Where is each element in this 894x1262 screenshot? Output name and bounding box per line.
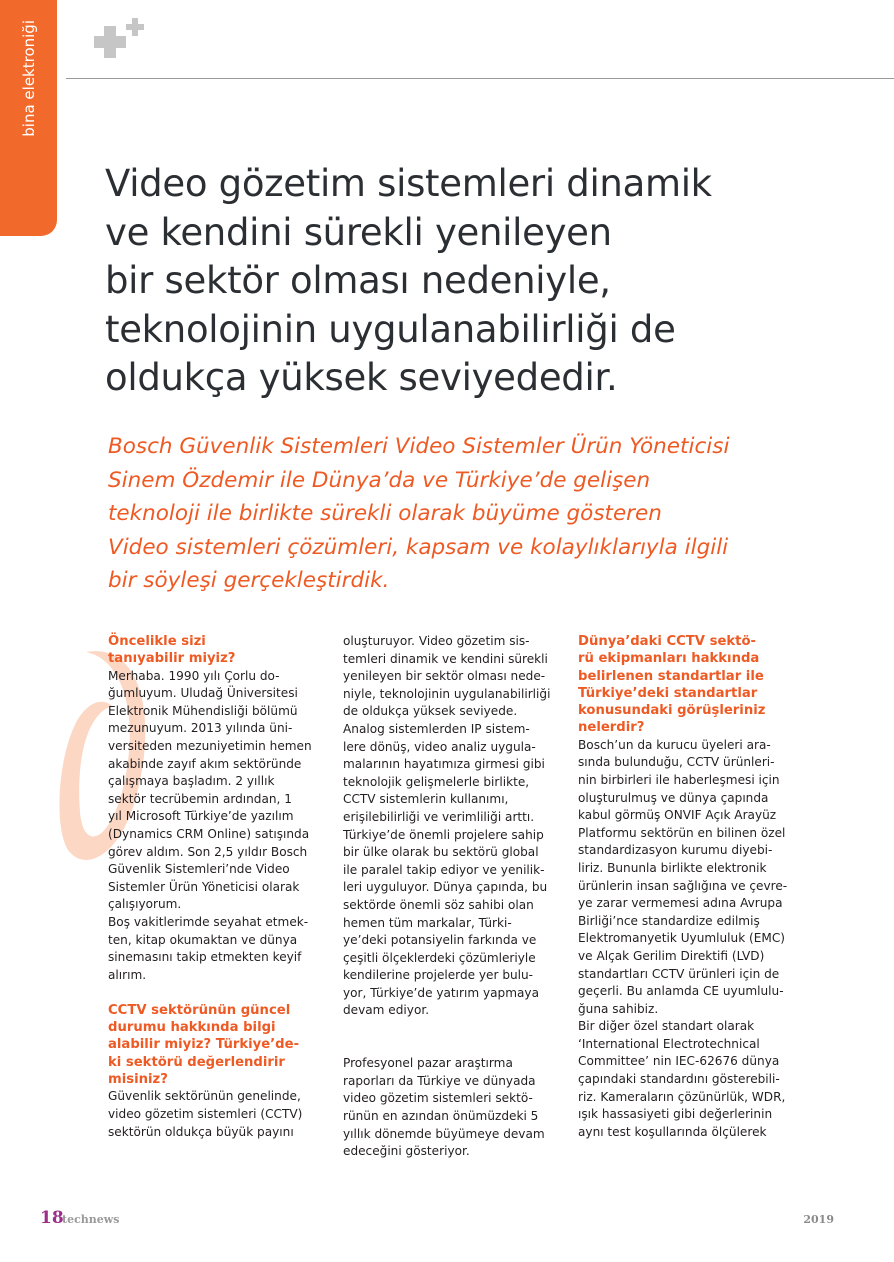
answer-line: Türkiye’de önemli projelere sahip (343, 827, 544, 842)
answer-line: Elektromanyetik Uyumluluk (EMC) (578, 931, 786, 946)
answer-line: Sistemler Ürün Yöneticisi olarak (108, 879, 300, 894)
headline-line: Video gözetim sistemleri dinamik (105, 162, 712, 205)
answer-line: çeşitli ölçeklerdeki çözümleriyle (343, 950, 536, 965)
answer-line: CCTV sistemlerin kullanımı, (343, 792, 509, 807)
question-heading: Öncelikle sizi (108, 634, 206, 649)
answer-line: akabinde zayıf akım sektöründe (108, 756, 302, 771)
answer-line: edeceğini gösteriyor. (343, 1144, 470, 1159)
intro-line: Sinem Özdemir ile Dünya’da ve Türkiye’de gelişen (108, 467, 651, 493)
question-heading: rü ekipmanları hakkında (578, 651, 760, 667)
answer-line: Boş vakitlerimde seyahat etmek- (108, 914, 309, 929)
answer-line: sektör tecrübemin ardından, 1 (108, 791, 292, 806)
headline-line: ve kendini sürekli yenileyen (105, 210, 612, 254)
answer-line: sektörde önemli söz sahibi olan (343, 897, 534, 912)
answer-line: devam ediyor. (343, 1003, 430, 1018)
answer-line: lere dönüş, video analiz uygula- (343, 739, 536, 754)
section-tab (0, 0, 57, 236)
headline-line: oldukça yüksek seviyededir. (105, 356, 618, 399)
answer-line: standartları CCTV ürünleri için de (578, 966, 780, 981)
answer-line: yor, Türkiye’de yatırım yapmaya (343, 985, 539, 1000)
answer-line: ğuna sahibiz. (578, 1001, 659, 1016)
answer-line: (Dynamics CRM Online) satışında (108, 826, 310, 841)
question-heading: Dünya’daki CCTV sektö- (578, 634, 756, 649)
answer-line: sinemasını takip etmekten keyif (108, 950, 302, 965)
answer-line: ğumluyum. Uludağ Üniversitesi (108, 686, 298, 701)
column-3 (578, 633, 790, 1141)
answer-line: Güvenlik sektörünün genelinde, (108, 1089, 301, 1104)
answer-line: Bosch’un da kurucu üyeleri ara- (578, 737, 771, 752)
answer-line: sında bulunduğu, CCTV ürünleri- (578, 755, 775, 770)
answer-line: liriz. Bununla birlikte elektronik (578, 860, 767, 875)
answer-line: Bir diğer özel standart olarak (578, 1019, 755, 1034)
answer-line: niyle, teknolojinin uygulanabilirliği (343, 686, 551, 701)
issue-year: 2019 (803, 1213, 834, 1226)
intro-lead (108, 430, 828, 598)
answer-line: rünün en azından önümüzdeki 5 (343, 1109, 539, 1124)
page-number: 18 (40, 1208, 64, 1228)
intro-line: Video sistemleri çözümleri, kapsam ve kolaylıklarıyla ilgili (108, 534, 729, 560)
question-heading: Türkiye’deki standartlar (578, 685, 758, 701)
answer-line: mezunuyum. 2013 yılında üni- (108, 721, 293, 736)
answer-line: video gözetim sistemleri (CCTV) (108, 1106, 303, 1121)
answer-line: Platformu sektörün en bilinen özel (578, 825, 786, 840)
answer-line: nin birbirleri ile haberleşmesi için (578, 772, 780, 787)
answer-line: oluşturulmuş ve dünya çapında (578, 790, 769, 805)
answer-line: ürünlerin insan sağlığına ve çevre- (578, 878, 788, 893)
answer-line: leri uyguluyor. Dünya çapında, bu (343, 880, 548, 895)
answer-line: ışık hassasiyeti gibi değerlerinin (578, 1107, 773, 1122)
intro-line: bir söyleşi gerçekleştirdik. (108, 568, 390, 593)
question-heading: alabilir miyiz? Türkiye’de- (108, 1037, 300, 1053)
answer-line: yıl Microsoft Türkiye’de yazılım (108, 809, 294, 824)
answer-line: Merhaba. 1990 yılı Çorlu do- (108, 668, 280, 683)
column-1 (108, 633, 316, 1141)
answer-line: ve Alçak Gerilim Direktifi (LVD) (578, 948, 765, 963)
answer-line: aynı test koşullarında ölçülerek (578, 1124, 767, 1139)
answer-line: kabul görmüş ONVIF Açık Arayüz (578, 808, 777, 823)
question-heading: konusundaki görüşleriniz (578, 703, 766, 719)
question-heading: belirlenen standartlar ile (578, 668, 764, 684)
answer-line: oluşturuyor. Video gözetim sis- (343, 634, 530, 648)
question-heading: tanıyabilir miyiz? (108, 651, 236, 667)
question-heading: ki sektörü değerlendirir (108, 1054, 285, 1070)
section-tab-label: bina elektroniği (19, 20, 38, 137)
answer-line: ten, kitap okumaktan ve dünya (108, 932, 298, 947)
intro-line: teknoloji ile birlikte sürekli olarak büyüme gösteren (108, 501, 662, 526)
plus-icon (82, 18, 146, 74)
headline-line: bir sektör olması nedeniyle, (105, 259, 611, 302)
question-heading: durumu hakkında bilgi (108, 1020, 276, 1036)
answer-line: Güvenlik Sistemleri’nde Video (108, 862, 290, 877)
answer-line: Committee’ nin IEC-62676 dünya (578, 1054, 780, 1069)
answer-line: ye’deki potansiyelin farkında ve (343, 933, 537, 948)
magazine-name: technews (62, 1213, 120, 1226)
answer-line: teknolojik gelişmelerle birlikte, (343, 774, 530, 789)
answer-line: kendilerine projelerde yer bulu- (343, 968, 534, 983)
question-heading: misiniz? (108, 1072, 168, 1088)
headline (105, 160, 805, 403)
answer-line: bir ülke olarak bu sektörü global (343, 845, 539, 860)
answer-line: geçerli. Bu anlamda CE uyumlulu- (578, 984, 784, 999)
answer-line: sektörün oldukça büyük payını (108, 1124, 294, 1139)
answer-line: yenileyen bir sektör olması nede- (343, 669, 546, 684)
answer-line: Profesyonel pazar araştırma (343, 1056, 513, 1071)
answer-line: ile paralel takip ediyor ve yenilik- (343, 862, 545, 877)
answer-line: yıllık dönemde büyümeye devam (343, 1126, 545, 1141)
answer-line: hemen tüm markalar, Türki- (343, 915, 512, 930)
answer-line: video gözetim sistemleri sektö- (343, 1091, 533, 1106)
answer-line: çapındaki standardını gösterebili- (578, 1072, 780, 1087)
answer-line: riz. Kameraların çözünürlük, WDR, (578, 1089, 786, 1104)
answer-line: malarının hayatımıza girmesi gibi (343, 757, 545, 772)
intro-line: Bosch Güvenlik Sistemleri Video Sistemler Ürün Yöneticisi (108, 434, 730, 459)
question-heading: nelerdir? (578, 720, 645, 736)
answer-line: standardizasyon kurumu diyebi- (578, 843, 773, 858)
answer-line: erişilebilirliği ve verimliliği arttı. (343, 809, 535, 824)
answer-line: ‘International Electrotechnical (578, 1036, 760, 1051)
answer-line: versiteden mezuniyetimin hemen (108, 738, 312, 753)
headline-line: teknolojinin uygulanabilirliği de (105, 307, 676, 351)
answer-line: Analog sistemlerden IP sistem- (343, 721, 530, 736)
answer-line: Elektronik Mühendisliği bölümü (108, 703, 298, 718)
answer-line: de oldukça yüksek seviyede. (343, 704, 518, 719)
answer-line: ye zarar vermemesi adına Avrupa (578, 896, 783, 911)
answer-line: raporları da Türkiye ve dünyada (343, 1073, 536, 1088)
header-divider (66, 78, 894, 79)
answer-line: çalışmaya başladım. 2 yıllık (108, 774, 275, 789)
answer-line: Birliği’nce standardize edilmiş (578, 913, 760, 928)
answer-line: görev aldım. Son 2,5 yıldır Bosch (108, 844, 308, 859)
answer-line: alırım. (108, 967, 147, 982)
answer-line: çalışıyorum. (108, 897, 182, 912)
question-heading: CCTV sektörünün güncel (108, 1002, 291, 1018)
column-2 (343, 633, 555, 1161)
answer-line: temleri dinamik ve kendini sürekli (343, 651, 548, 666)
